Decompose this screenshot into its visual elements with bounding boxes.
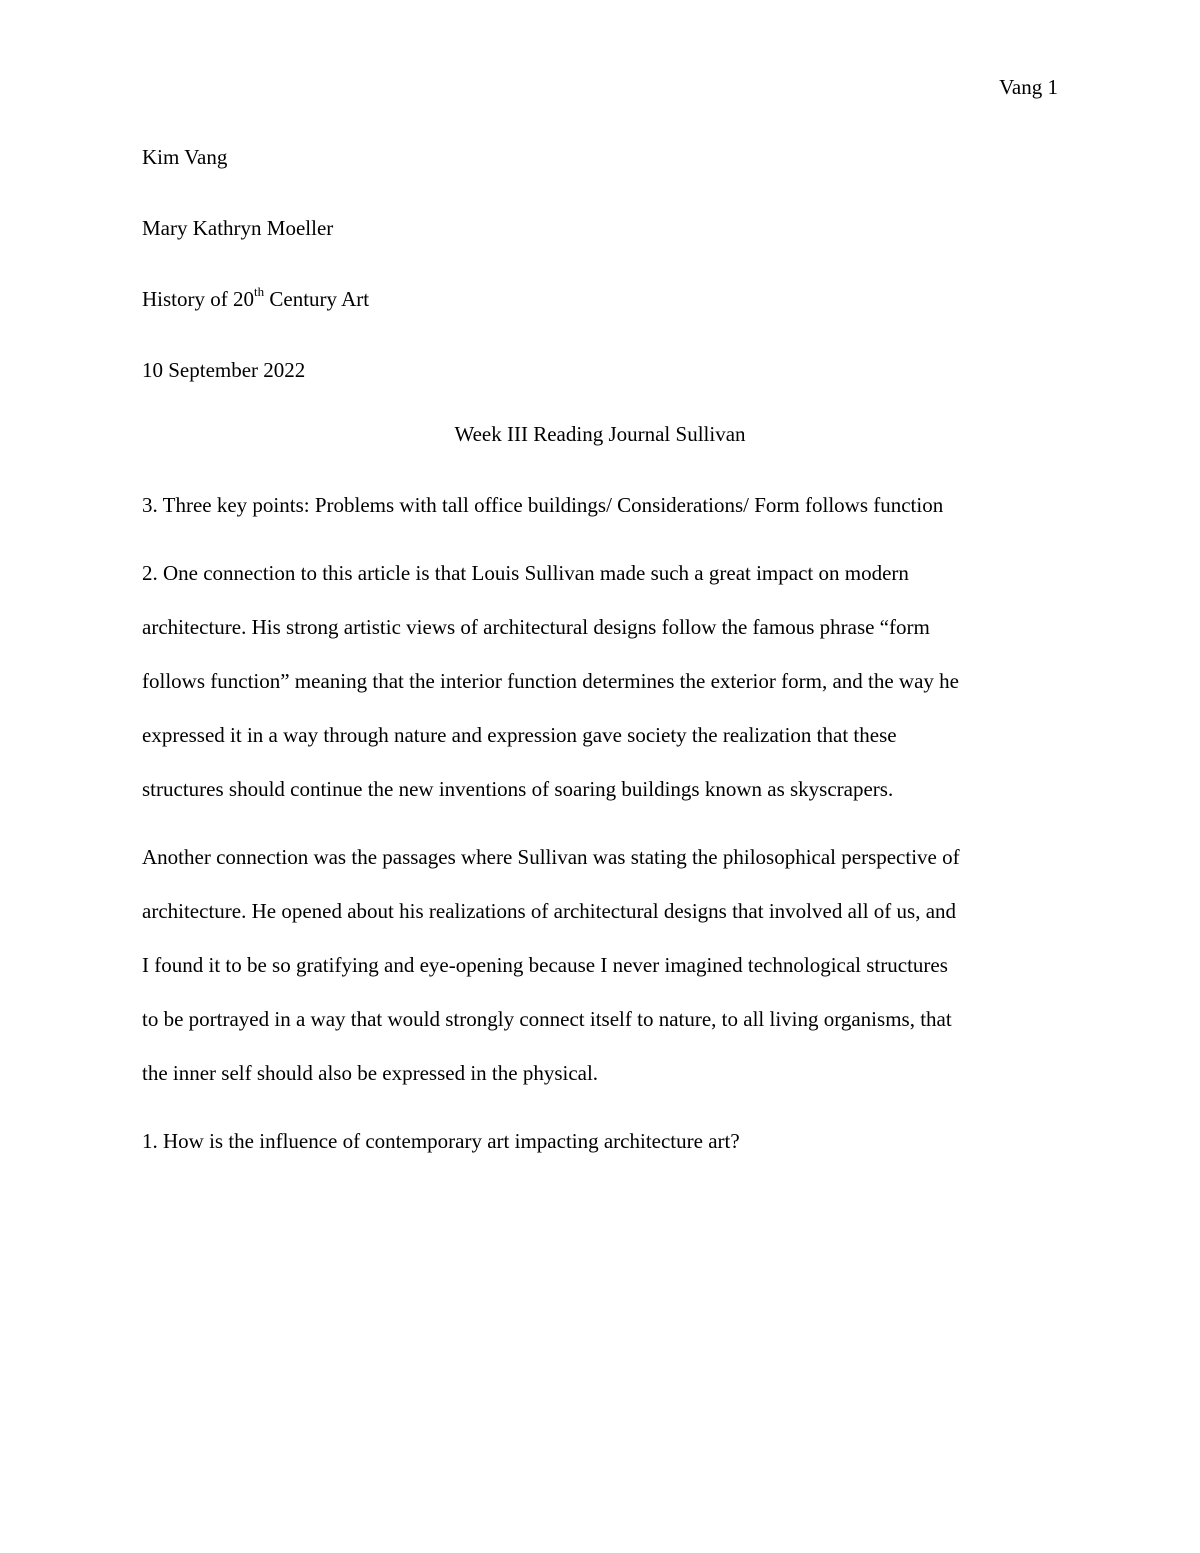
text-line: to be portrayed in a way that would strongly connect itself to nature, to all living organisms, that (142, 1007, 952, 1031)
instructor-name: Mary Kathryn Moeller (142, 216, 334, 240)
paragraph-key-points (142, 491, 1062, 545)
text-line: 3. Three key points: Problems with tall office buildings/ Considerations/ Form follows function (142, 493, 944, 517)
text-line: Another connection was the passages where Sullivan was stating the philosophical perspective of (142, 845, 960, 869)
course-name-superscript: th (254, 284, 265, 299)
paragraph-question (142, 1127, 1062, 1181)
text-line: architecture. He opened about his realizations of architectural designs that involved all of us, and (142, 899, 957, 923)
text-line: follows function” meaning that the interior function determines the exterior form, and the way he (142, 669, 959, 693)
running-header: Vang 1 (999, 75, 1058, 99)
student-name: Kim Vang (142, 145, 228, 169)
paragraph-connection-one (142, 559, 1062, 829)
text-line: I found it to be so gratifying and eye-opening because I never imagined technological structures (142, 953, 948, 977)
course-name (142, 285, 1058, 313)
text-line: 1. How is the influence of contemporary art impacting architecture art? (142, 1129, 740, 1153)
text-line: expressed it in a way through nature and expression gave society the realization that these (142, 723, 897, 747)
course-name-suffix: Century Art (264, 287, 370, 311)
paragraph-connection-two (142, 843, 1062, 1113)
mla-heading (142, 143, 1058, 384)
document-body (142, 491, 1062, 1181)
date: 10 September 2022 (142, 358, 306, 382)
course-name-prefix: History of 20 (142, 287, 254, 311)
text-line: architecture. His strong artistic views of architectural designs follow the famous phrase “form (142, 615, 930, 639)
text-line: the inner self should also be expressed in the physical. (142, 1061, 599, 1085)
text-line: 2. One connection to this article is that Louis Sullivan made such a great impact on modern (142, 561, 909, 585)
document-title: Week III Reading Journal Sullivan (454, 422, 746, 446)
text-line: structures should continue the new inventions of soaring buildings known as skyscrapers. (142, 777, 894, 801)
